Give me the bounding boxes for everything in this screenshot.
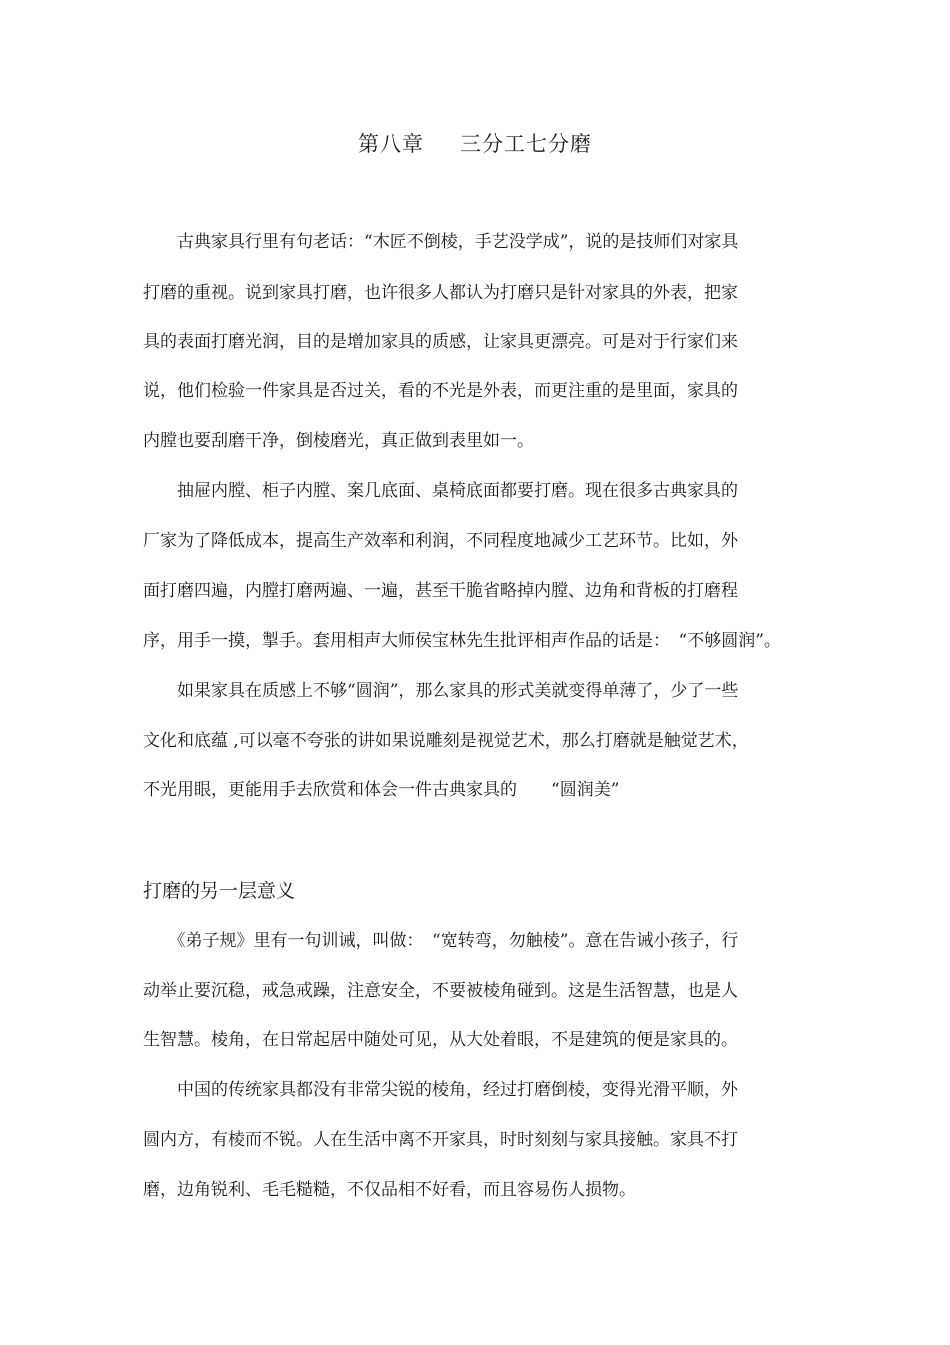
paragraph-line: 生智慧。棱角，在日常起居中随处可见，从大处着眼，不是建筑的便是家具的。 xyxy=(143,1030,738,1050)
section-heading: 打磨的另一层意义 xyxy=(143,880,296,902)
paragraph-line: 不光用眼，更能用手去欣赏和体会一件古典家具的 “圆润美” xyxy=(143,780,620,800)
paragraph-line: 面打磨四遍，内膛打磨两遍、一遍，甚至干脆省略掉内膛、边角和背板的打磨程 xyxy=(143,581,738,601)
paragraph-line: 内膛也要刮磨干净，倒棱磨光，真正做到表里如一。 xyxy=(143,431,534,451)
chapter-title xyxy=(0,128,950,158)
paragraph-line: 厂家为了降低成本，提高生产效率和利润，不同程度地减少工艺环节。比如，外 xyxy=(143,531,738,551)
chapter-number: 第八章 xyxy=(358,132,424,156)
paragraph-line: 打磨的重视。说到家具打磨，也许很多人都认为打磨只是针对家具的外表，把家 xyxy=(143,283,738,303)
paragraph-line: 中国的传统家具都没有非常尖锐的棱角，经过打磨倒棱，变得光滑平顺，外 xyxy=(143,1080,738,1100)
paragraph-line: 动举止要沉稳，戒急戒躁，注意安全，不要被棱角碰到。这是生活智慧，也是人 xyxy=(143,981,738,1001)
paragraph-line: 《弟子规》里有一句训诫，叫做： “宽转弯，勿触棱”。意在告诫小孩子，行 xyxy=(143,931,739,951)
paragraph-line: 古典家具行里有句老话：“木匠不倒棱，手艺没学成”，说的是技师们对家具 xyxy=(143,232,739,252)
paragraph-line: 如果家具在质感上不够“圆润”，那么家具的形式美就变得单薄了，少了一些 xyxy=(143,681,739,701)
paragraph-line: 圆内方，有棱而不锐。人在生活中离不开家具，时时刻刻与家具接触。家具不打 xyxy=(143,1130,738,1150)
chapter-name: 三分工七分磨 xyxy=(460,132,592,156)
paragraph-line: 序，用手一摸，掣手。套用相声大师侯宝林先生批评相声作品的话是： “不够圆润”。 xyxy=(143,631,781,651)
paragraph-line: 具的表面打磨光润，目的是增加家具的质感，让家具更漂亮。可是对于行家们来 xyxy=(143,332,738,352)
paragraph-line: 说，他们检验一件家具是否过关，看的不光是外表，而更注重的是里面，家具的 xyxy=(143,381,738,401)
paragraph-line: 抽屉内膛、柜子内膛、案几底面、桌椅底面都要打磨。现在很多古典家具的 xyxy=(143,481,738,501)
paragraph-line: 磨，边角锐利、毛毛糙糙，不仅品相不好看，而且容易伤人损物。 xyxy=(143,1180,636,1200)
paragraph-line: 文化和底蕴 ,可以毫不夸张的讲如果说雕刻是视觉艺术，那么打磨就是触觉艺术， xyxy=(143,731,749,751)
